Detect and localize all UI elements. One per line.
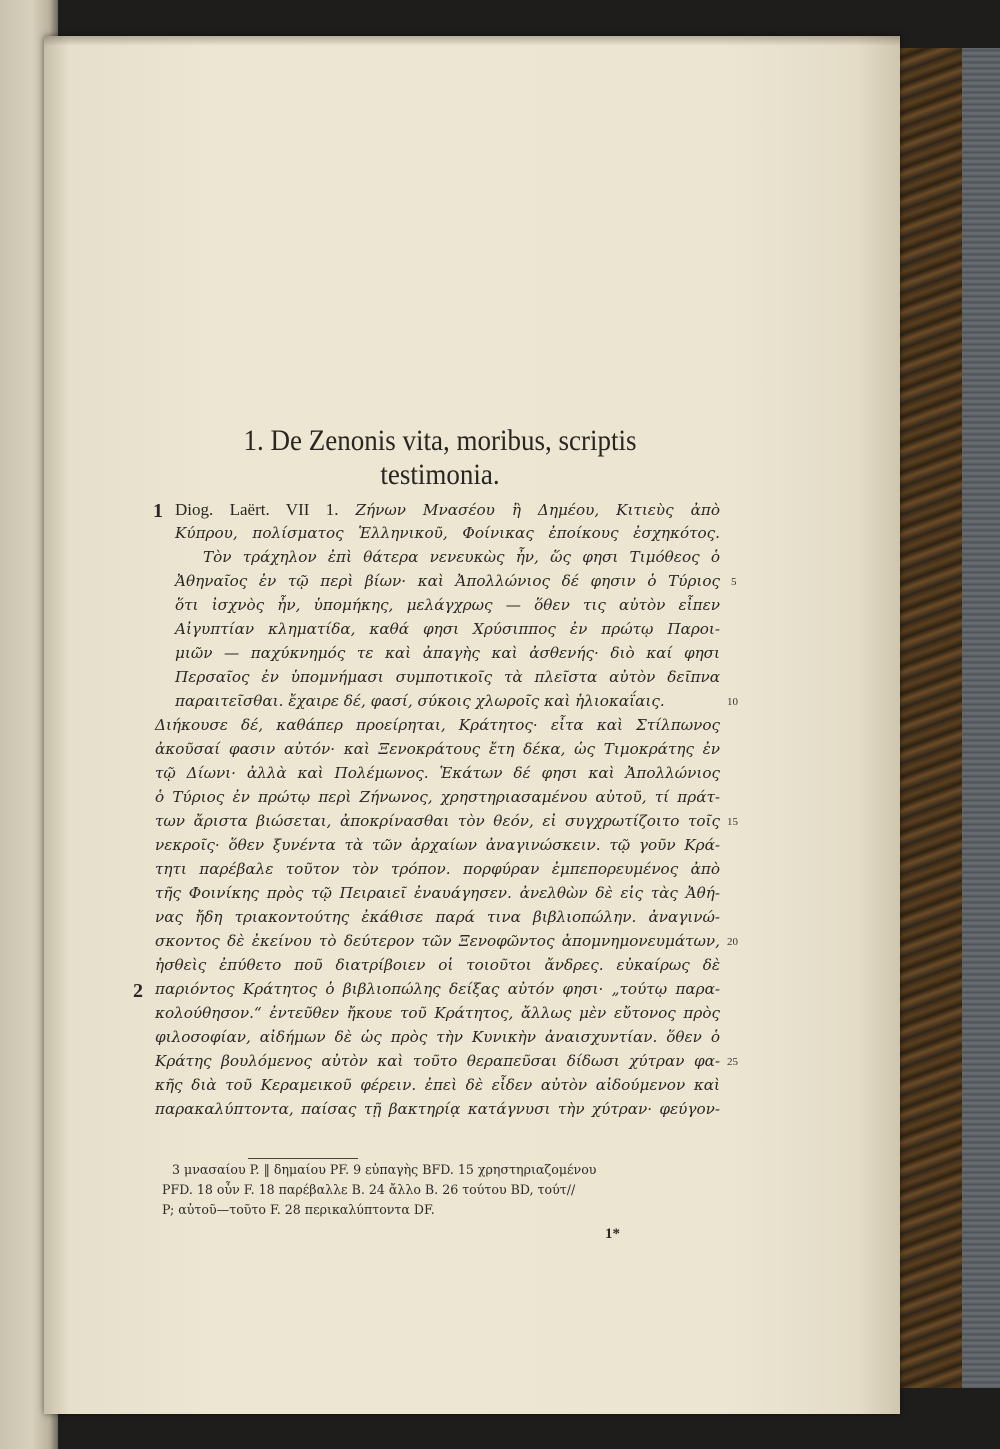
text-line: Τὸν τράχηλον ἐπὶ θάτερα νενευκὼς ἦν, ὥς φησι Τιμόθεος ὁ <box>203 548 720 566</box>
text-line: κολούθησον.“ ἐντεῦθεν ἤκουε τοῦ Κράτητος, ἄλλως μὲν εὔτονος πρὸς <box>155 1004 720 1022</box>
text-line: σκοντος δὲ ἐκείνου τὸ δεύτερον τῶν Ξενοφῶντος ἀπομνημονευμάτων, <box>155 932 720 950</box>
text-line: ἀκοῦσαί φασιν αὐτόν· καὶ Ξενοκράτους ἔτη δέκα, ὡς Τιμοκράτης ἐν <box>155 740 720 758</box>
text-line: τῷ Δίωνι· ἀλλὰ καὶ Πολέμωνος. Ἑκάτων δέ φησι καὶ Ἀπολλώνιος <box>155 764 720 782</box>
apparatus-line: PFD. 18 οὖν F. 18 παρέβαλλε B. 24 ἄλλο B. 26 τούτου BD, τούτ// <box>162 1182 576 1197</box>
text-line: νεκροῖς· ὅθεν ξυνέντα τὰ τῶν ἀρχαίων ἀναγινώσκειν. τῷ γοῦν Κρά- <box>155 836 720 854</box>
testimony-number: 1 <box>153 500 163 522</box>
line-number: 15 <box>727 816 738 828</box>
book-binding <box>893 48 1000 1388</box>
text-line: ὁ Τύριος ἐν πρώτῳ περὶ Ζήνωνος, χρηστηριασαμένου αὐτοῦ, τί πράτ- <box>155 788 720 806</box>
text-line: παραιτεῖσθαι. ἔχαιρε δέ, φασί, σύκοις χλωροῖς καὶ ἡλιοκαΐαις. <box>175 692 665 710</box>
line-number: 10 <box>727 696 738 708</box>
text-line: Κύπρου, πολίσματος Ἑλληνικοῦ, Φοίνικας ἐποίκους ἐσχηκότος. <box>175 524 720 542</box>
heading-line-2: testimonia. <box>380 458 500 491</box>
text-line <box>153 500 720 524</box>
text-line: τῆς Φοινίκης πρὸς τῷ Πειραιεῖ ἐναυάγησεν. ἀνελθὼν δὲ εἰς τὰς Ἀθή- <box>155 884 720 902</box>
line-number: 25 <box>727 1056 738 1068</box>
text-line: Περσαῖος ἐν ὑπομνήμασι συμποτικοῖς τὰ πλεῖστα αὐτὸν δεῖπνα <box>175 668 720 686</box>
text-segment: παριόντος Κράτητος ὁ βιβλιοπώλης δείξας αὐτόν φησι· „τούτῳ παρα- <box>155 980 720 998</box>
apparatus-line: 3 μνασαίου P. ‖ δημαίου PF. 9 εὐπαγὴς BFD. 15 χρηστηριαζομένου <box>172 1162 597 1177</box>
text-line: κῆς διὰ τοῦ Κεραμεικοῦ φέρειν. ἐπεὶ δὲ εἶδεν αὐτὸν αἰδούμενον καὶ <box>155 1076 720 1094</box>
text-line: Διήκουσε δέ, καθάπερ προείρηται, Κράτητος· εἶτα καὶ Στίλπωνος <box>155 716 720 734</box>
testimony-number: 2 <box>133 980 143 1002</box>
text-line <box>155 980 720 1004</box>
text-line: παρακαλύπτοντα, παίσας τῇ βακτηρίᾳ κατάγνυσι τὴν χύτραν· φεύγον- <box>155 1100 720 1118</box>
line-number: 5 <box>731 576 737 588</box>
text-line: ἡσθεὶς ἐπύθετο ποῦ διατρίβοιεν οἱ τοιοῦτοι ἄνδρες. εὐκαίρως δὲ <box>155 956 720 974</box>
text-line: Αἰγυπτίαν κληματίδα, καθά φησι Χρύσιππος ἐν πρώτῳ Παροι- <box>175 620 720 638</box>
text-line: ὅτι ἰσχνὸς ἦν, ὑπομήκης, μελάγχρως — ὅθεν τις αὐτὸν εἶπεν <box>175 596 720 614</box>
apparatus-line: P; αὐτοῦ—τοῦτο F. 28 περικαλύπτοντα DF. <box>162 1202 435 1217</box>
line-number: 20 <box>727 936 738 948</box>
text-line: μιῶν — παχύκνημός τε καὶ ἀπαγὴς καὶ ἀσθενής· διὸ καί φησι <box>175 644 720 662</box>
heading-line-1: 1. De Zenonis vita, moribus, scriptis <box>243 424 637 457</box>
text-line: φιλοσοφίαν, αἰδήμων δὲ ὡς πρὸς τὴν Κυνικὴν ἀναισχυντίαν. ὅθεν ὁ <box>155 1028 720 1046</box>
text-line: Κράτης βουλόμενος αὐτὸν καὶ τοῦτο θεραπεῦσαι δίδωσι χύτραν φα- <box>155 1052 720 1070</box>
page-shadow <box>44 36 900 46</box>
text-segment: Ζήνων Μνασέου ἢ Δημέου, Κιτιεὺς ἀπὸ <box>355 501 720 519</box>
text-line: Ἀθηναῖος ἐν τῷ περὶ βίων· καὶ Ἀπολλώνιος δέ φησιν ὁ Τύριος <box>175 572 720 590</box>
text-line: τητι παρέβαλε τοῦτον τὸν τρόπον. πορφύραν ἐμπεπορευμένος ἀπὸ <box>155 860 720 878</box>
source-reference: Diog. Laërt. VII 1. <box>175 500 339 519</box>
text-line: των ἄριστα βιώσεται, ἀποκρίνασθαι τὸν θεόν, εἰ συγχρωτίζοιτο τοῖς <box>155 812 720 830</box>
section-heading <box>179 424 701 492</box>
text-line: νας ἤδη τριακοντούτης ἐκάθισε παρά τινα βιβλιοπώλην. ἀναγινώ- <box>155 908 720 926</box>
footnote-rule <box>248 1158 358 1159</box>
signature-mark: 1* <box>605 1226 620 1242</box>
